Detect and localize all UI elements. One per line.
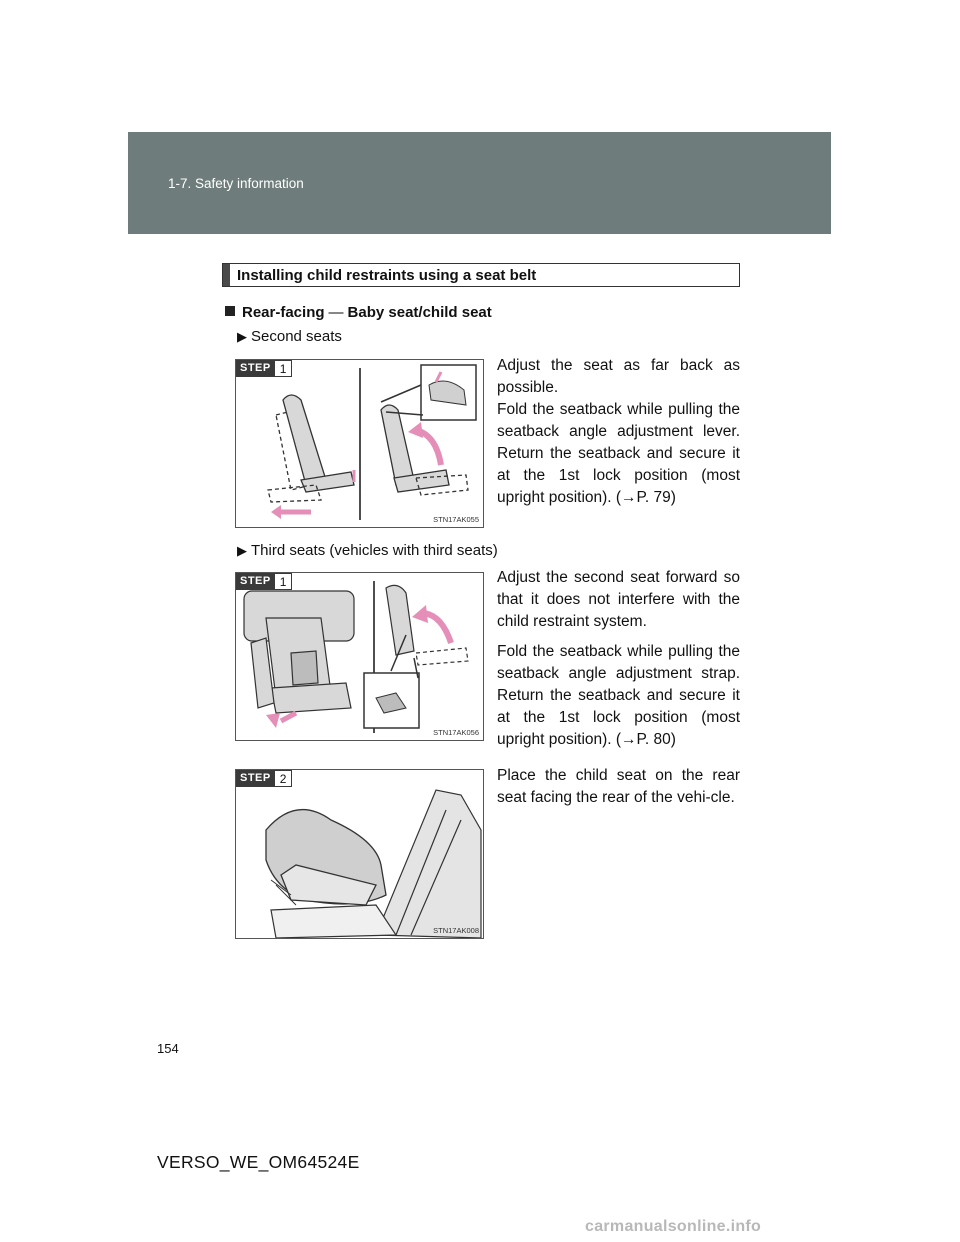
triangle-bullet-icon: ▶: [237, 543, 247, 558]
square-bullet-icon: [225, 306, 235, 316]
figure-third-seat: [235, 572, 484, 741]
step-number: 1: [275, 360, 293, 377]
watermark: carmanualsonline.info: [585, 1218, 762, 1235]
figure-child-seat: [235, 769, 484, 939]
figure-code: STN17AK055: [433, 515, 479, 524]
instruction-line: Adjust the seat as far back as possible.: [497, 357, 740, 396]
step-badge: [236, 360, 292, 377]
section-title-bar: [223, 264, 230, 286]
seat-adjust-illustration: [236, 360, 483, 527]
instruction-3: [497, 765, 740, 809]
figure-second-seat: [235, 359, 484, 528]
document-code: VERSO_WE_OM64524E: [157, 1152, 360, 1172]
step-number: 2: [275, 770, 293, 787]
instruction-line: Fold the seatback while pulling the seatback angle adjustment lever. Return the seatback and secure it at the 1st lock position (most upright position). (→P. 79): [497, 401, 740, 506]
instruction-1: [497, 355, 740, 509]
step-label: STEP: [236, 573, 275, 590]
mode-value: Baby seat/child seat: [347, 304, 492, 321]
step-badge: [236, 573, 292, 590]
subsection-title: Second seats: [251, 328, 342, 345]
instruction-2: [497, 567, 740, 751]
step-label: STEP: [236, 770, 275, 787]
instruction-line: Adjust the second seat forward so that it does not interfere with the child restraint system.: [497, 569, 740, 630]
step-number: 1: [275, 573, 293, 590]
child-seat-illustration: [236, 770, 483, 938]
section-header: 1-7. Safety information: [168, 176, 304, 191]
triangle-bullet-icon: ▶: [237, 329, 247, 344]
subsection-second-seats: [237, 328, 342, 345]
page-number: 154: [157, 1041, 179, 1056]
instruction-line: Fold the seatback while pulling the seatback angle adjustment strap. Return the seatback and secure it at the 1st lock position (most upright position). (→P. 80): [497, 643, 740, 748]
instruction-line: Place the child seat on the rear seat facing the rear of the vehi-cle.: [497, 767, 740, 806]
section-title: Installing child restraints using a seat belt: [237, 267, 537, 284]
mode-line: [225, 304, 492, 321]
step-badge: [236, 770, 292, 787]
step-label: STEP: [236, 360, 275, 377]
figure-code: STN17AK008: [433, 926, 479, 935]
figure-code: STN17AK056: [433, 728, 479, 737]
mode-separator: —: [328, 304, 344, 321]
third-seat-illustration: [236, 573, 483, 740]
mode-label: Rear-facing: [242, 304, 325, 321]
subsection-title: Third seats (vehicles with third seats): [251, 542, 498, 559]
subsection-third-seats: [237, 542, 498, 559]
section-title-box: [222, 263, 740, 287]
